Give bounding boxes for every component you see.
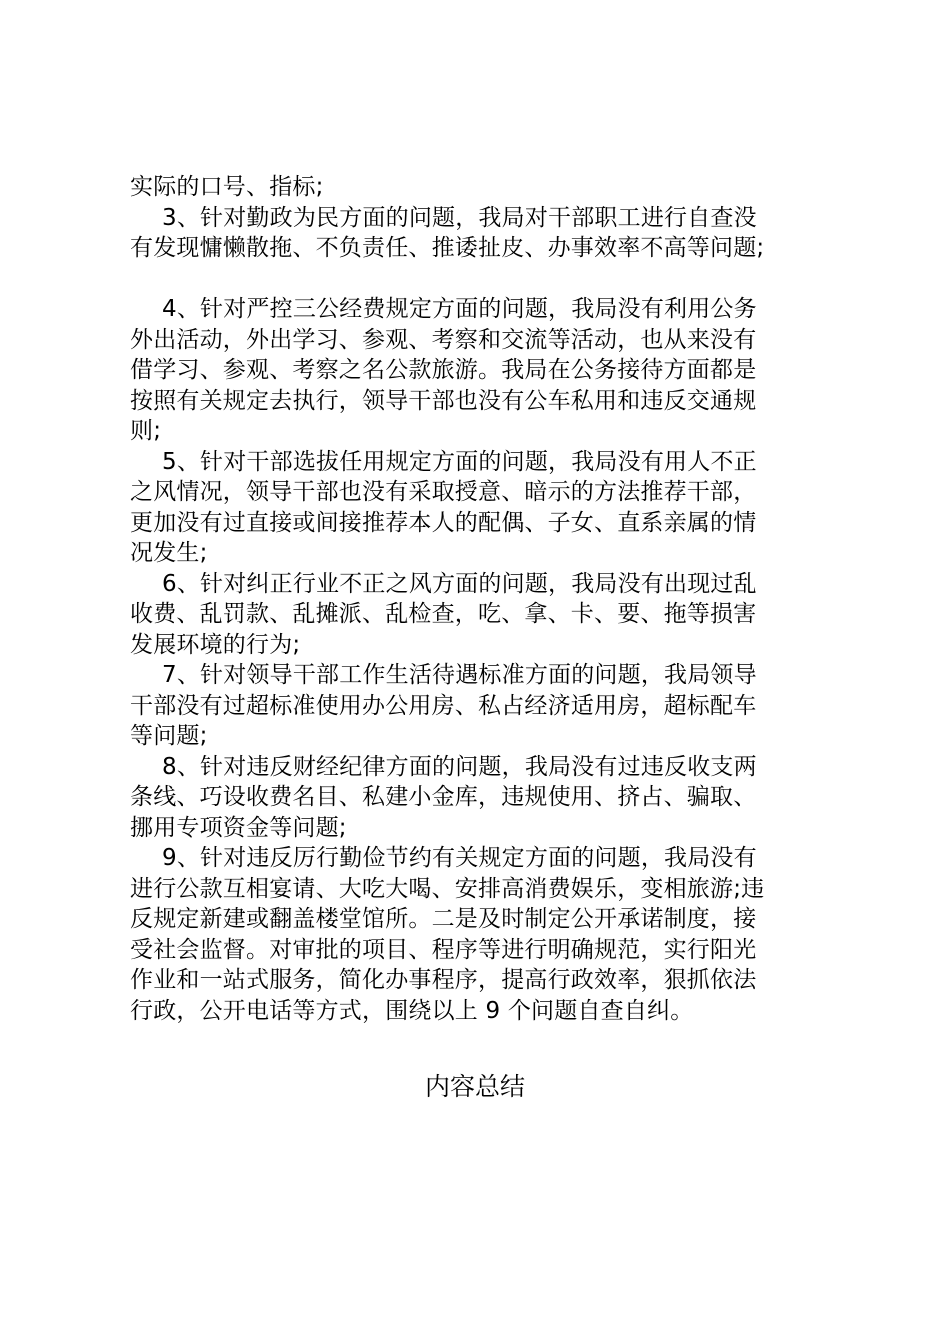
paragraph-gap <box>130 264 825 295</box>
paragraph-line: 收费、乱罚款、乱摊派、乱检查，吃、拿、卡、要、拖等损害 <box>130 601 757 627</box>
paragraph-line: 挪用专项资金等问题; <box>130 814 347 841</box>
document-body <box>130 172 825 1026</box>
paragraph-line: 3、针对勤政为民方面的问题，我局对干部职工进行自查没 <box>162 204 757 231</box>
paragraph-line: 反规定新建或翻盖楼堂馆所。二是及时制定公开承诺制度，接 <box>130 906 757 932</box>
paragraph-line: 有发现慵懒散拖、不负责任、推诿扯皮、办事效率不高等问题; <box>130 235 765 261</box>
paragraph-line: 干部没有过超标准使用办公用房、私占经济适用房，超标配车 <box>130 692 757 719</box>
paragraph-line: 5、针对干部选拔任用规定方面的问题，我局没有用人不正 <box>162 448 757 475</box>
summary-heading: 内容总结 <box>424 1072 525 1101</box>
paragraph-line: 作业和一站式服务，简化办事程序，提高行政效率，狠抓依法 <box>130 967 757 993</box>
paragraph-line: 6、针对纠正行业不正之风方面的问题，我局没有出现过乱 <box>162 570 757 597</box>
paragraph-line: 况发生; <box>130 540 208 566</box>
paragraph-line: 9、针对违反厉行勤俭节约有关规定方面的问题，我局没有 <box>162 845 757 871</box>
paragraph-line: 进行公款互相宴请、大吃大喝、安排高消费娱乐，变相旅游;违 <box>130 875 765 902</box>
paragraph-line: 发展环境的行为; <box>130 631 301 658</box>
paragraph-line: 按照有关规定去执行，领导干部也没有公车私用和违反交通规 <box>130 387 757 414</box>
paragraph-line: 之风情况，领导干部也没有采取授意、暗示的方法推荐干部， <box>130 479 757 505</box>
paragraph-line: 等问题; <box>130 723 208 749</box>
paragraph-line: 7、针对领导干部工作生活待遇标准方面的问题，我局领导 <box>162 662 757 688</box>
paragraph-line: 受社会监督。对审批的项目、程序等进行明确规范，实行阳光 <box>130 936 757 963</box>
paragraph-line: 外出活动，外出学习、参观、考察和交流等活动，也从来没有 <box>130 326 757 353</box>
paragraph-line: 借学习、参观、考察之名公款旅游。我局在公务接待方面都是 <box>130 357 757 383</box>
paragraph-line: 4、针对严控三公经费规定方面的问题，我局没有利用公务 <box>162 296 757 322</box>
paragraph-line: 行政，公开电话等方式，围绕以上 9 个问题自查自纠。 <box>130 997 694 1024</box>
paragraph-line: 条线、巧设收费名目、私建小金库，违规使用、挤占、骗取、 <box>130 784 757 810</box>
paragraph-line: 则; <box>130 418 162 444</box>
paragraph-line: 更加没有过直接或间接推荐本人的配偶、子女、直系亲属的情 <box>130 509 757 536</box>
paragraph-line: 实际的口号、指标; <box>130 174 324 200</box>
paragraph-line: 8、针对违反财经纪律方面的问题，我局没有过违反收支两 <box>162 753 757 780</box>
